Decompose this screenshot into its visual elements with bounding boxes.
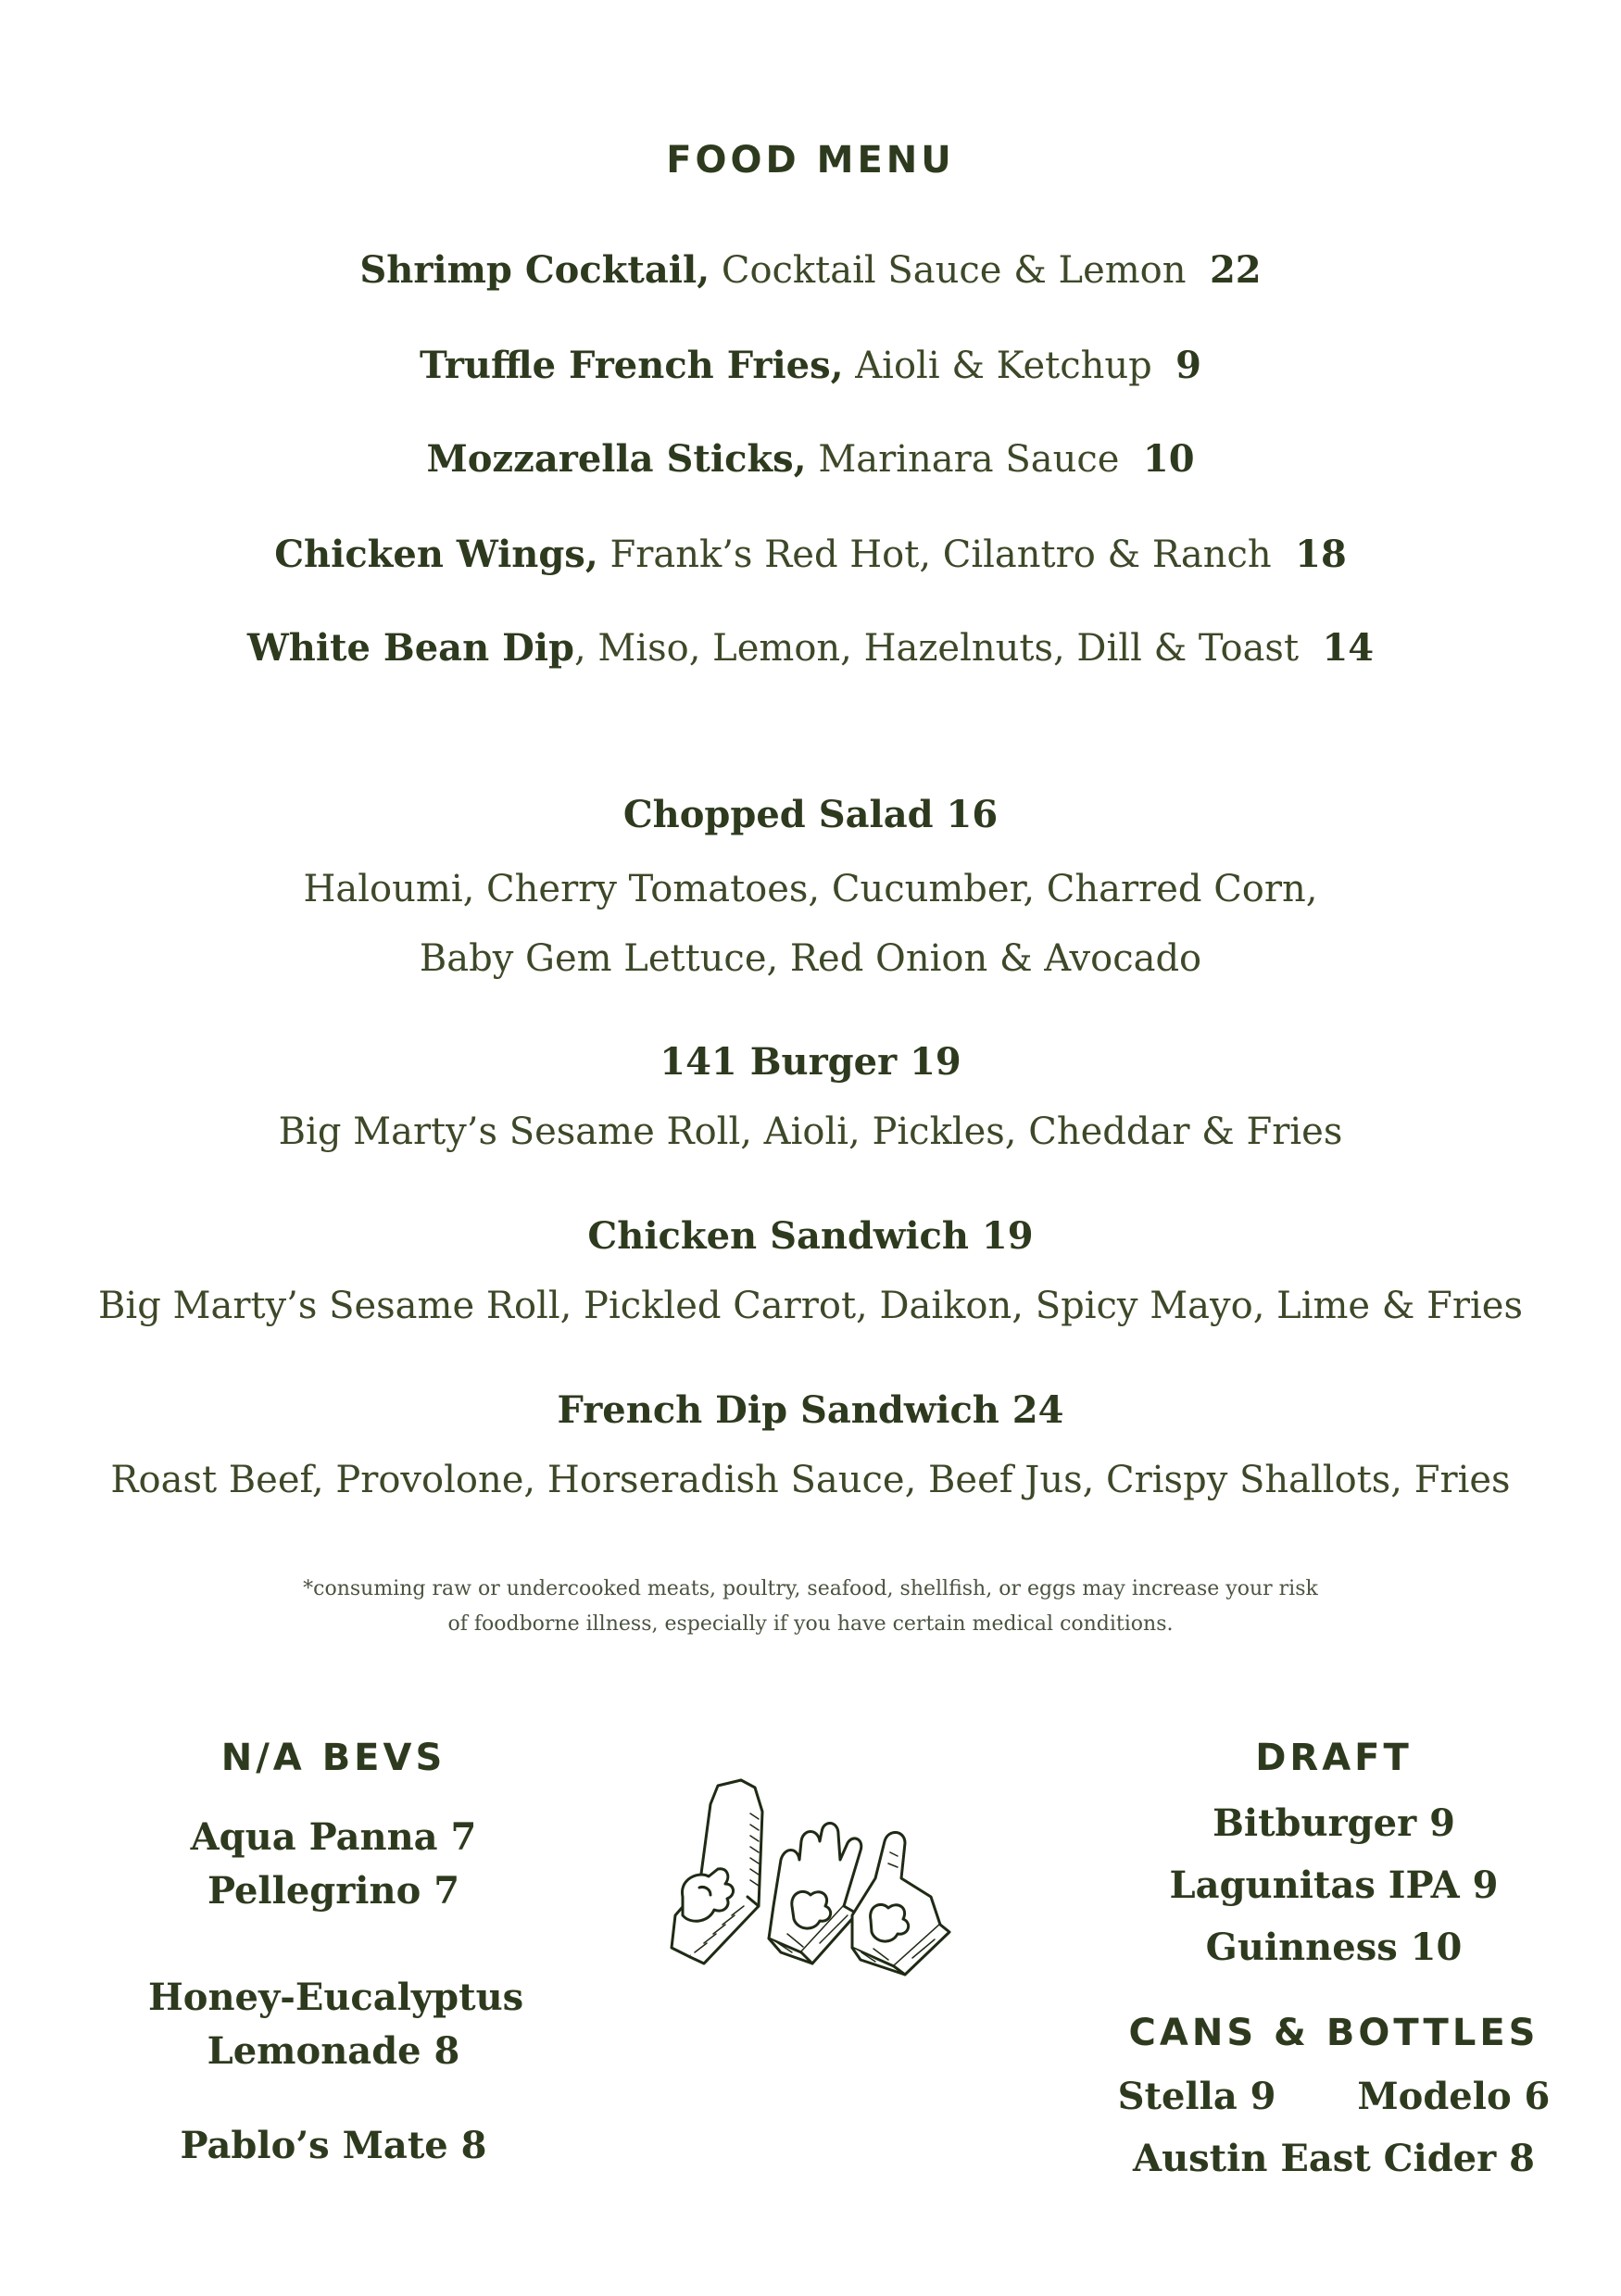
starter-item: [0, 625, 1621, 671]
bev-item: Pablo’s Mate 8: [180, 2124, 487, 2167]
cans-row: [1112, 2070, 1556, 2124]
item-name: Shrimp Cocktail,: [359, 248, 710, 292]
item-price: 22: [1209, 248, 1262, 292]
item-name: Mozzarella Sticks,: [426, 437, 807, 481]
na-bevs-heading: N/A BEVS: [220, 1737, 446, 1779]
beer-item: Guinness 10: [1205, 1926, 1463, 1969]
starter-item: [0, 343, 1621, 389]
beer-item: Lagunitas IPA 9: [1169, 1863, 1499, 1907]
item-desc: , Miso, Lemon, Hazelnuts, Dill & Toast: [573, 627, 1300, 670]
item-name: White Bean Dip: [246, 626, 574, 670]
beer-item: Bitburger 9: [1213, 1801, 1455, 1845]
starter-item: [0, 532, 1621, 578]
dish-desc: Baby Gem Lettuce, Red Onion & Avocado: [419, 937, 1202, 980]
disclaimer-text: *consuming raw or undercooked meats, poultry, seafood, shellfish, or eggs may increase your risk: [303, 1577, 1318, 1600]
starter-item: [0, 436, 1621, 483]
dish-desc: Big Marty’s Sesame Roll, Pickled Carrot, Daikon, Spicy Mayo, Lime & Fries: [98, 1285, 1523, 1327]
starter-item: [0, 247, 1621, 294]
item-name: Chicken Wings,: [274, 533, 598, 576]
beer-item: Modelo 6: [1357, 2075, 1551, 2118]
item-price: 18: [1295, 533, 1347, 576]
dish-title: French Dip Sandwich 24: [557, 1388, 1064, 1432]
dish-title: Chicken Sandwich 19: [587, 1214, 1034, 1258]
item-desc: Cocktail Sauce & Lemon: [721, 249, 1187, 292]
beer-item: Stella 9: [1117, 2075, 1276, 2118]
item-price: 10: [1142, 437, 1195, 481]
foam-finger-hands-icon: [662, 1767, 968, 1980]
item-desc: Frank’s Red Hot, Cilantro & Ranch: [609, 533, 1272, 576]
item-price: 9: [1175, 344, 1202, 387]
draft-heading: DRAFT: [1255, 1737, 1413, 1779]
dish-desc: Big Marty’s Sesame Roll, Aioli, Pickles, Cheddar & Fries: [278, 1110, 1343, 1153]
item-price: 14: [1322, 626, 1375, 670]
item-name: Truffle French Fries,: [419, 344, 844, 387]
bev-item: Lemonade 8: [207, 2029, 460, 2073]
bev-item: Honey-Eucalyptus: [148, 1976, 524, 2019]
beer-item: Austin East Cider 8: [1133, 2137, 1535, 2180]
dish-title: Chopped Salad 16: [622, 793, 999, 836]
dish-title: 141 Burger 19: [660, 1040, 961, 1084]
dish-desc: Haloumi, Cherry Tomatoes, Cucumber, Charred Corn,: [303, 868, 1318, 910]
item-desc: Aioli & Ketchup: [855, 345, 1152, 387]
dish-desc: Roast Beef, Provolone, Horseradish Sauce, Beef Jus, Crispy Shallots, Fries: [110, 1459, 1511, 1501]
item-desc: Marinara Sauce: [818, 438, 1120, 481]
bev-item: Aqua Panna 7: [190, 1815, 477, 1859]
bev-item: Pellegrino 7: [207, 1869, 460, 1913]
cans-heading: CANS & BOTTLES: [1128, 2012, 1539, 2054]
menu-title: FOOD MENU: [666, 139, 955, 182]
disclaimer-text: of foodborne illness, especially if you have certain medical conditions.: [447, 1612, 1174, 1636]
